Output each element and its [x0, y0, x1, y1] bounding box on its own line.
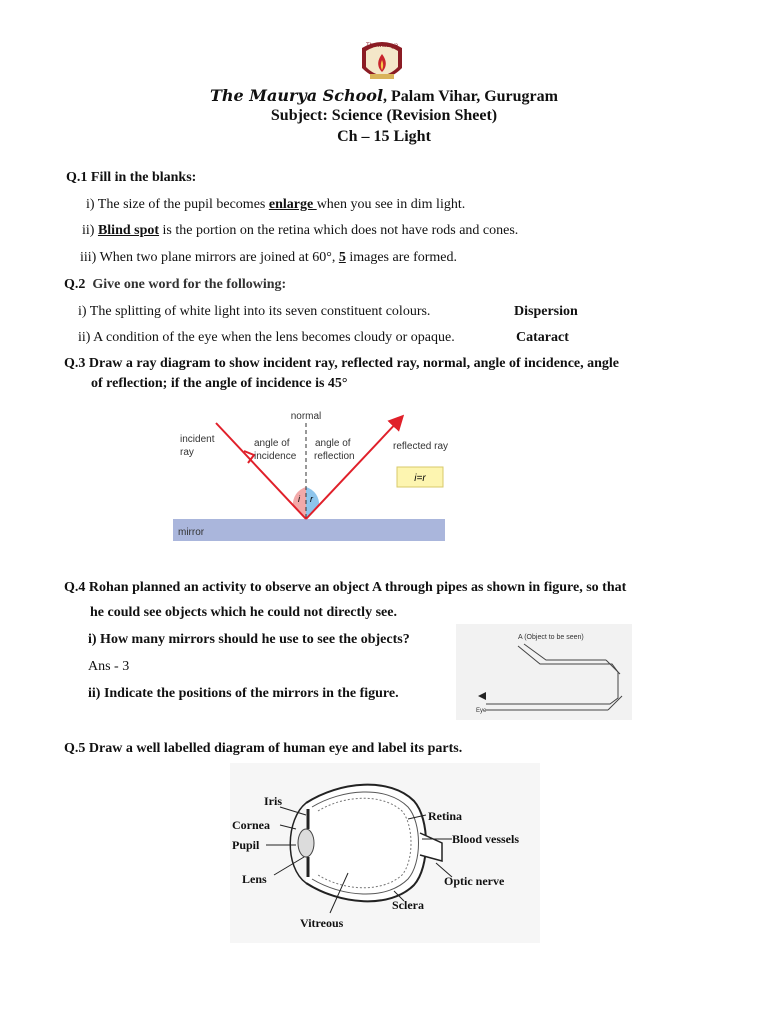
q2-item2-text: ii) A condition of the eye when the lens becomes cloudy or opaque.	[78, 330, 455, 345]
q1-item2	[82, 223, 518, 239]
q1-item2-answer: Blind spot	[97, 223, 160, 238]
q1-item3-text: iii) When two plane mirrors are joined at 60°,	[80, 250, 339, 265]
q2-heading-text: Give one word for the following:	[92, 277, 287, 292]
angle-incidence-label-1: angle of	[254, 438, 290, 449]
reflected-ray-label: reflected ray	[393, 441, 449, 452]
periscope-diagram	[456, 624, 632, 720]
header-school-line	[0, 86, 768, 106]
q2-heading	[64, 277, 286, 293]
sclera-label: Sclera	[392, 898, 424, 912]
equation-label: i=r	[414, 473, 426, 484]
q2-heading-num: Q.2	[64, 277, 86, 292]
q1-item1	[86, 197, 465, 213]
q3-line1: Q.3 Draw a ray diagram to show incident ray, reflected ray, normal, angle of incidence, angle	[64, 356, 620, 371]
mirror-label: mirror	[178, 527, 205, 538]
q1-item3	[80, 250, 457, 266]
q1-item3-text-end: images are formed.	[345, 250, 458, 265]
q2-item1-text: i) The splitting of white light into its seven constituent colours.	[78, 304, 431, 319]
normal-label: normal	[290, 411, 322, 422]
logo-text: The Maurya	[365, 43, 399, 49]
q4-line2: he could see objects which he could not directly see.	[90, 605, 397, 620]
q1-item1-answer: enlarge	[268, 197, 317, 212]
retina-label: Retina	[428, 809, 462, 823]
eye-label: Eye	[476, 708, 487, 714]
pupil-label: Pupil	[232, 838, 260, 852]
q4-sub1: i) How many mirrors should he use to see the objects?	[88, 632, 410, 647]
q4-sub2: ii) Indicate the positions of the mirrors in the figure.	[88, 686, 399, 701]
school-name: The Maurya School	[210, 86, 384, 105]
q2-item1-answer: Dispersion	[514, 304, 578, 319]
angle-reflection-label-1: angle of	[315, 438, 351, 449]
angle-incidence-label-2: incidence	[254, 451, 297, 462]
r-label: r	[310, 494, 313, 504]
lens-shape	[298, 829, 314, 857]
q1-heading: Q.1 Fill in the blanks:	[66, 170, 197, 185]
incident-ray-label-2: ray	[180, 447, 194, 458]
blood-vessels-label: Blood vessels	[452, 832, 520, 846]
q1-item1-text: i) The size of the pupil becomes	[86, 197, 269, 212]
q1-item2-text-end: is the portion on the retina which does not have rods and cones.	[159, 223, 519, 238]
q5-heading: Q.5 Draw a well labelled diagram of human eye and label its parts.	[64, 741, 463, 756]
vitreous-label: Vitreous	[300, 916, 344, 930]
object-label: A (Object to be seen)	[518, 634, 584, 641]
optic-nerve-label: Optic nerve	[444, 874, 505, 888]
human-eye-diagram	[230, 763, 540, 943]
cornea-label: Cornea	[232, 818, 270, 832]
incident-ray-label-1: incident	[180, 434, 215, 445]
lens-label: Lens	[242, 872, 267, 886]
q4-answer: Ans - 3	[88, 659, 130, 674]
chapter-title: Ch – 15 Light	[337, 128, 431, 145]
school-location: , Palam Vihar, Gurugram	[383, 88, 558, 105]
sclera-outline	[306, 785, 426, 902]
q3-line2: of reflection; if the angle of incidence is 45°	[91, 376, 348, 391]
subject-title: Subject: Science (Revision Sheet)	[270, 107, 498, 124]
q1-item3-answer: 5	[338, 250, 346, 265]
i-label: i	[298, 494, 300, 504]
reflected-ray	[306, 419, 400, 519]
q4-line1: Q.4 Rohan planned an activity to observe an object A through pipes as shown in figure, so that	[64, 580, 627, 595]
iris-label: Iris	[264, 794, 282, 808]
q2-item2-answer: Cataract	[516, 330, 569, 345]
school-logo	[356, 38, 408, 86]
q1-item1-text-end: when you see in dim light.	[316, 197, 466, 212]
mirror-bar	[173, 519, 445, 541]
reflection-ray-diagram	[168, 405, 458, 545]
angle-reflection-label-2: reflection	[314, 451, 355, 462]
q1-item2-text: ii)	[82, 223, 98, 238]
